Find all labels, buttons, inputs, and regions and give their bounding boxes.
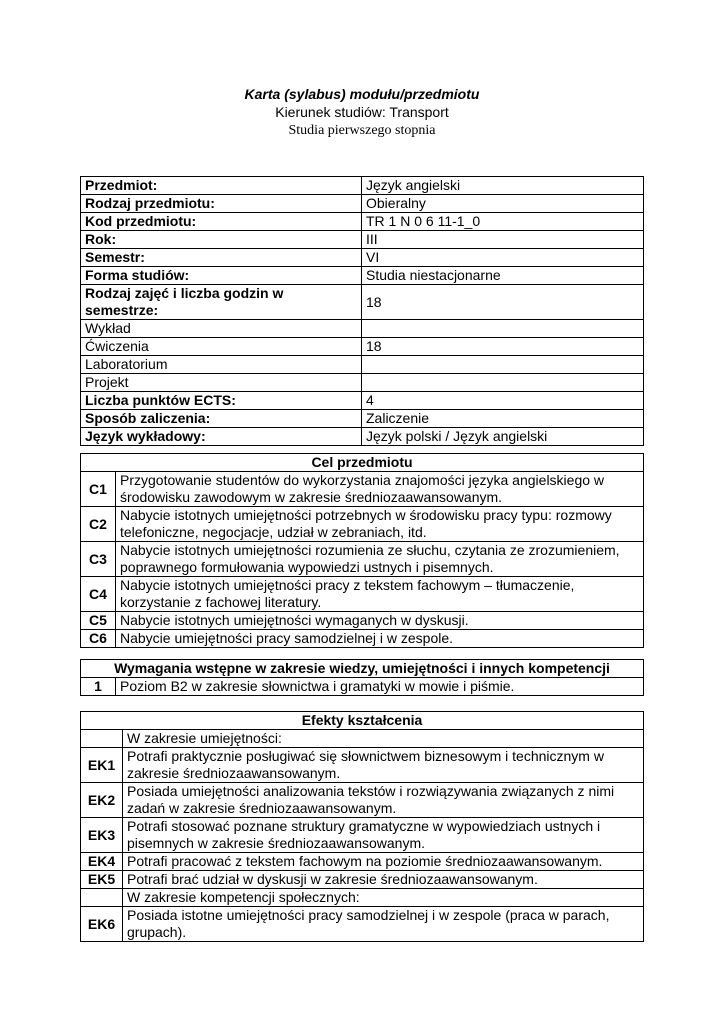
row-code: EK4 (81, 853, 123, 871)
info-value: 18 (362, 338, 644, 356)
info-label: Przedmiot: (81, 177, 362, 195)
table-row (81, 542, 644, 577)
info-label: Laboratorium (81, 356, 362, 374)
table-row (81, 428, 644, 446)
info-label: Projekt (81, 374, 362, 392)
table-row (81, 195, 644, 213)
info-value (362, 320, 644, 338)
learning-outcomes-table (80, 711, 644, 942)
table-row (81, 249, 644, 267)
row-text: Posiada umiejętności analizowania tekstów i rozwiązywania związanych z nimi zadań w zakresie średniozaawansowanym. (123, 783, 644, 818)
table-row (81, 410, 644, 428)
row-code: C6 (81, 630, 116, 648)
info-label: Liczba punktów ECTS: (81, 392, 362, 410)
table-row (81, 507, 644, 542)
row-code (81, 730, 123, 748)
info-value: Obieralny (362, 195, 644, 213)
row-text: Potrafi brać udział w dyskusji w zakresie średniozaawansowanym. (123, 871, 644, 889)
info-label: Ćwiczenia (81, 338, 362, 356)
table-row (81, 678, 644, 696)
table-row (81, 748, 644, 783)
table-row (81, 472, 644, 507)
row-code: EK1 (81, 748, 123, 783)
row-code: C2 (81, 507, 116, 542)
course-objectives-heading: Cel przedmiotu (81, 454, 644, 472)
info-value: TR 1 N 0 6 11-1_0 (362, 213, 644, 231)
info-label: Semestr: (81, 249, 362, 267)
row-code: EK6 (81, 907, 123, 942)
row-code: EK2 (81, 783, 123, 818)
table-row (81, 267, 644, 285)
study-level: Studia pierwszego stopnia (288, 123, 436, 138)
row-text: Nabycie istotnych umiejętności pracy z tekstem fachowym – tłumaczenie, korzystanie z fachowej literatury. (116, 577, 644, 612)
table-row (81, 577, 644, 612)
table-row (81, 177, 644, 195)
table-row (81, 320, 644, 338)
course-objectives-table (80, 453, 644, 648)
field-of-study: Kierunek studiów: Transport (275, 104, 449, 120)
info-label: Rodzaj zajęć i liczba godzin w semestrze: (81, 285, 362, 320)
row-text: Potrafi praktycznie posługiwać się słownictwem biznesowym i technicznym w zakresie średniozaawansowanym. (123, 748, 644, 783)
row-text: Nabycie istotnych umiejętności potrzebnych w środowisku pracy typu: rozmowy telefoniczne, negocjacje, udział w zebraniach, itd. (116, 507, 644, 542)
row-text: W zakresie kompetencji społecznych: (123, 889, 644, 907)
row-code: C5 (81, 612, 116, 630)
course-info-table (80, 176, 644, 446)
info-value: Język polski / Język angielski (362, 428, 644, 446)
row-code: 1 (81, 678, 116, 696)
table-row (81, 818, 644, 853)
table-row (81, 356, 644, 374)
table-row (81, 853, 644, 871)
table-row (81, 730, 644, 748)
row-code: C1 (81, 472, 116, 507)
info-value: III (362, 231, 644, 249)
document-title: Karta (sylabus) modułu/przedmiotu (244, 86, 480, 102)
info-value: 4 (362, 392, 644, 410)
table-row (81, 612, 644, 630)
info-value (362, 356, 644, 374)
info-label: Forma studiów: (81, 267, 362, 285)
info-label: Kod przedmiotu: (81, 213, 362, 231)
info-label: Rodzaj przedmiotu: (81, 195, 362, 213)
table-row (81, 392, 644, 410)
info-label: Rok: (81, 231, 362, 249)
info-label: Wykład (81, 320, 362, 338)
info-value: Studia niestacjonarne (362, 267, 644, 285)
row-text: Nabycie istotnych umiejętności rozumienia ze słuchu, czytania ze zrozumieniem, poprawnego formułowania wypowiedzi ustnych i pisemnych. (116, 542, 644, 577)
row-code: EK5 (81, 871, 123, 889)
table-row (81, 285, 644, 320)
row-text: Poziom B2 w zakresie słownictwa i gramatyki w mowie i piśmie. (116, 678, 644, 696)
table-row (81, 630, 644, 648)
row-text: Potrafi stosować poznane struktury gramatyczne w wypowiedziach ustnych i pisemnych w zakresie średniozaawansowanym. (123, 818, 644, 853)
table-row (81, 907, 644, 942)
info-value: 18 (362, 285, 644, 320)
table-row (81, 213, 644, 231)
table-row (81, 231, 644, 249)
table-row (81, 871, 644, 889)
row-text: Posiada istotne umiejętności pracy samodzielnej i w zespole (praca w parach, grupach). (123, 907, 644, 942)
row-text: Potrafi pracować z tekstem fachowym na poziomie średniozaawansowanym. (123, 853, 644, 871)
row-code (81, 889, 123, 907)
row-text: W zakresie umiejętności: (123, 730, 644, 748)
row-code: EK3 (81, 818, 123, 853)
row-text: Nabycie umiejętności pracy samodzielnej i w zespole. (116, 630, 644, 648)
prerequisites-heading: Wymagania wstępne w zakresie wiedzy, umiejętności i innych kompetencji (81, 660, 644, 678)
info-value: Język angielski (362, 177, 644, 195)
info-value: VI (362, 249, 644, 267)
info-label: Język wykładowy: (81, 428, 362, 446)
table-row (81, 783, 644, 818)
row-code: C4 (81, 577, 116, 612)
info-value: Zaliczenie (362, 410, 644, 428)
info-value (362, 374, 644, 392)
table-row (81, 338, 644, 356)
row-code: C3 (81, 542, 116, 577)
prerequisites-table (80, 659, 644, 696)
info-label: Sposób zaliczenia: (81, 410, 362, 428)
learning-outcomes-heading: Efekty kształcenia (81, 712, 644, 730)
table-row (81, 374, 644, 392)
table-row (81, 889, 644, 907)
row-text: Nabycie istotnych umiejętności wymaganych w dyskusji. (116, 612, 644, 630)
row-text: Przygotowanie studentów do wykorzystania znajomości języka angielskiego w środowisku zawodowym w zakresie średniozaawansowanym. (116, 472, 644, 507)
